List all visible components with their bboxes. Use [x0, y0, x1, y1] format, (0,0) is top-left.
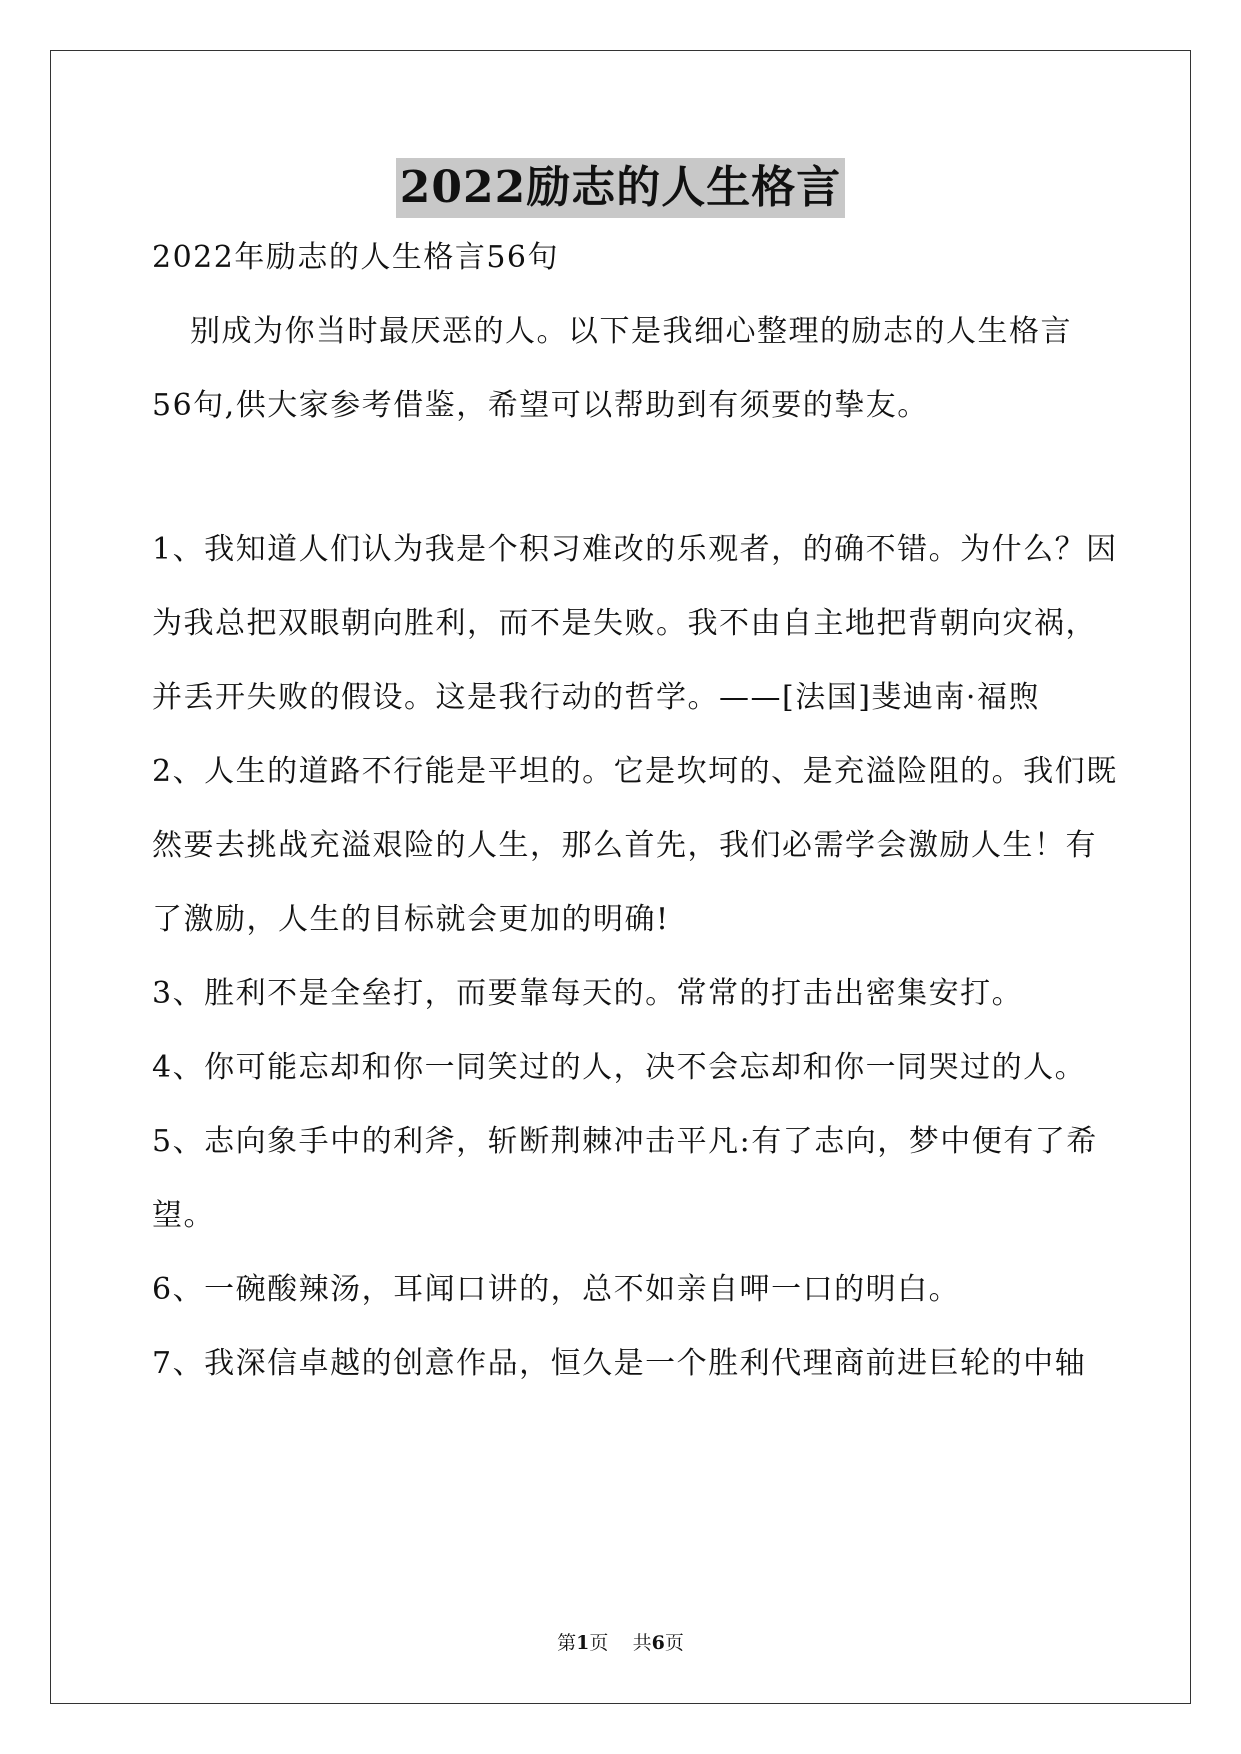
intro-line: 别成为你当时最厌恶的人。以下是我细心整理的励志的人生格言 — [190, 314, 1072, 349]
page-prefix: 第 — [557, 1632, 577, 1654]
page-number: 1 — [576, 1632, 590, 1654]
total-suffix: 页 — [664, 1632, 684, 1654]
page-footer — [0, 1628, 1241, 1655]
body-line: 3、胜利不是全垒打，而要靠每天的。常常的打击出密集安打。 — [152, 976, 1024, 1011]
body-line: 并丢开失败的假设。这是我行动的哲学。——[法国]斐迪南·福煦 — [152, 680, 1040, 715]
body-line: 望。 — [152, 1198, 215, 1233]
body-line: 6、一碗酸辣汤，耳闻口讲的，总不如亲自呷一口的明白。 — [152, 1272, 961, 1307]
body-line: 1、我知道人们认为我是个积习难改的乐观者，的确不错。为什么？因 — [152, 532, 1118, 567]
body-line: 为我总把双眼朝向胜利，而不是失败。我不由自主地把背朝向灾祸， — [152, 606, 1097, 641]
total-prefix: 共 — [632, 1632, 652, 1654]
intro-line: 56句,供大家参考借鉴，希望可以帮助到有须要的挚友。 — [152, 388, 929, 423]
body-line: 5、志向象手中的利斧，斩断荆棘冲击平凡:有了志向，梦中便有了希 — [152, 1124, 1098, 1159]
body-line: 了激励，人生的目标就会更加的明确! — [152, 902, 670, 937]
body-line: 2、人生的道路不行能是平坦的。它是坎坷的、是充溢险阻的。我们既 — [152, 754, 1118, 789]
body-line: 4、你可能忘却和你一同笑过的人，决不会忘却和你一同哭过的人。 — [152, 1050, 1087, 1085]
page-suffix: 页 — [589, 1632, 609, 1654]
body-line: 7、我深信卓越的创意作品，恒久是一个胜利代理商前进巨轮的中轴 — [152, 1346, 1087, 1381]
page-border — [50, 50, 1191, 1704]
body-line: 然要去挑战充溢艰险的人生，那么首先，我们必需学会激励人生！有 — [152, 828, 1097, 863]
subtitle: 2022年励志的人生格言56句 — [152, 240, 560, 275]
title-container — [0, 158, 1241, 218]
document-title: 2022励志的人生格言 — [396, 158, 845, 218]
total-pages: 6 — [651, 1632, 665, 1654]
